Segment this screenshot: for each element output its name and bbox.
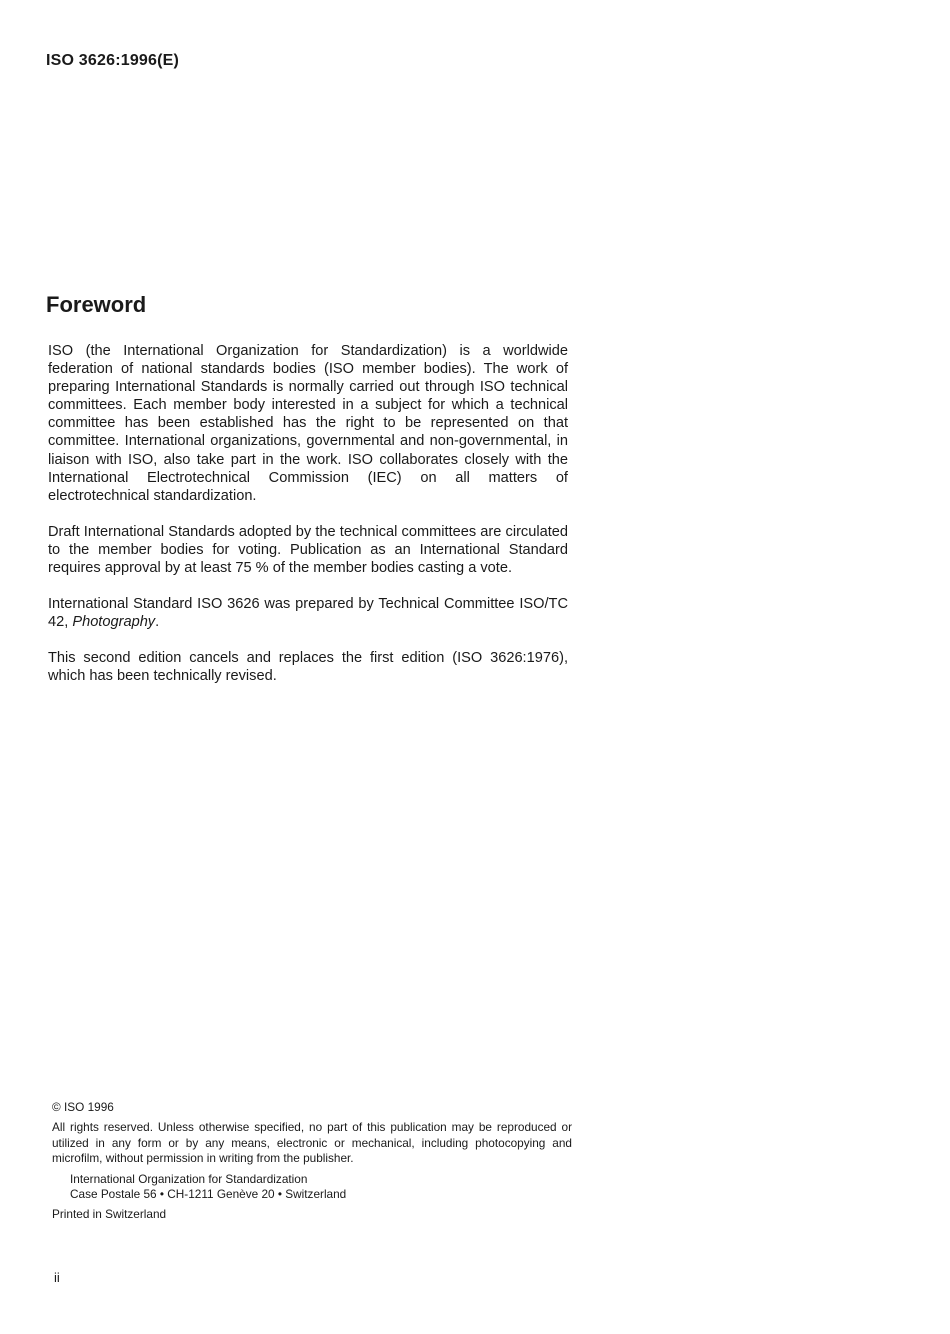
document-id-header: ISO 3626:1996(E) [46,52,180,69]
organization-name: International Organization for Standardization [70,1171,308,1186]
foreword-heading: Foreword [46,292,147,317]
copyright-line: © ISO 1996 [52,1100,114,1114]
paragraph-3-end: . [155,614,160,631]
copyright-block [52,1100,572,1223]
rights-statement: All rights reserved. Unless otherwise specified, no part of this publication may be reproduced or utilized in any form or by any means, electronic or mechanical, including photocopying and microfilm, without permission in writing from the publisher. [52,1120,572,1166]
paragraph-3-text: International Standard ISO 3626 was prepared by Technical Committee ISO/TC 42, [48,596,568,631]
committee-title: Photography [72,614,156,631]
printed-in: Printed in Switzerland [52,1207,167,1222]
foreword-paragraph-2: Draft International Standards adopted by the technical committees are circulated to the member bodies for voting. Publication as an International Standard requires approval by at least 75 % of the member bodies casting a vote. [48,523,568,577]
publisher-address [70,1172,572,1203]
foreword-paragraph-4: This second edition cancels and replaces the first edition (ISO 3626:1976), which has been technically revised. [48,650,568,685]
postal-address: Case Postale 56 • CH-1211 Genève 20 • Switzerland [70,1187,347,1202]
foreword-paragraph-3 [48,595,568,631]
foreword-paragraph-1: ISO (the International Organization for Standardization) is a worldwide federation of national standards bodies (ISO member bodies). The work of preparing International Standards is normally carried out through ISO technical committees. Each member body interested in a subject for which a technical committee has been established has the right to be represented on that committee. International organizations, governmental and non-governmental, in liaison with ISO, also take part in the work. ISO collaborates closely with the International Electrotechnical Commission (IEC) on all matters of electrotechnical standardization. [48,343,568,504]
foreword-body [48,342,568,686]
page-number: ii [54,1270,60,1285]
